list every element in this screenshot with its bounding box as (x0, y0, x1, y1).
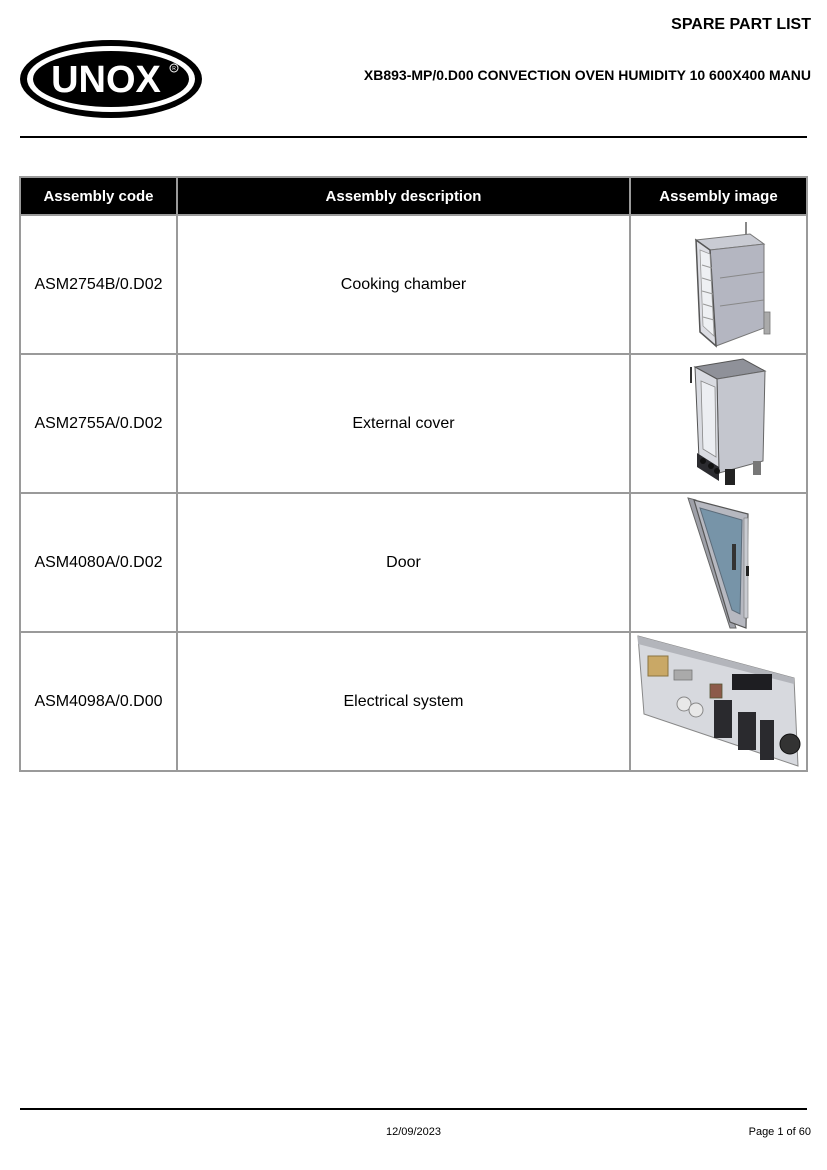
assembly-table (19, 176, 808, 772)
table-row (20, 354, 807, 493)
document-title: XB893-MP/0.D00 CONVECTION OVEN HUMIDITY 10 600X400 MANU (363, 67, 811, 83)
external-cover-image (661, 357, 777, 491)
svg-text:R: R (172, 66, 176, 72)
assembly-code: ASM2754B/0.D02 (20, 215, 177, 354)
assembly-code: ASM4098A/0.D00 (20, 632, 177, 771)
svg-text:UNOX: UNOX (51, 59, 161, 101)
assembly-description: External cover (177, 354, 630, 493)
table-header-row (20, 177, 807, 215)
assembly-description: Door (177, 493, 630, 632)
assembly-description: Electrical system (177, 632, 630, 771)
column-header-description: Assembly description (177, 177, 630, 215)
table-row (20, 493, 807, 632)
table-row (20, 215, 807, 354)
footer-date: 12/09/2023 (385, 1126, 442, 1138)
assembly-description: Cooking chamber (177, 215, 630, 354)
table-row (20, 632, 807, 771)
column-header-code: Assembly code (20, 177, 177, 215)
page-number: Page 1 of 60 (748, 1126, 811, 1138)
footer-divider (20, 1108, 807, 1110)
header-divider (20, 136, 807, 138)
door-image (674, 496, 764, 630)
electrical-system-image (634, 634, 804, 770)
column-header-image: Assembly image (630, 177, 807, 215)
assembly-code: ASM4080A/0.D02 (20, 493, 177, 632)
unox-logo (18, 38, 204, 120)
document-type: SPARE PART LIST (671, 16, 811, 33)
assembly-code: ASM2755A/0.D02 (20, 354, 177, 493)
cooking-chamber-image (664, 220, 774, 350)
